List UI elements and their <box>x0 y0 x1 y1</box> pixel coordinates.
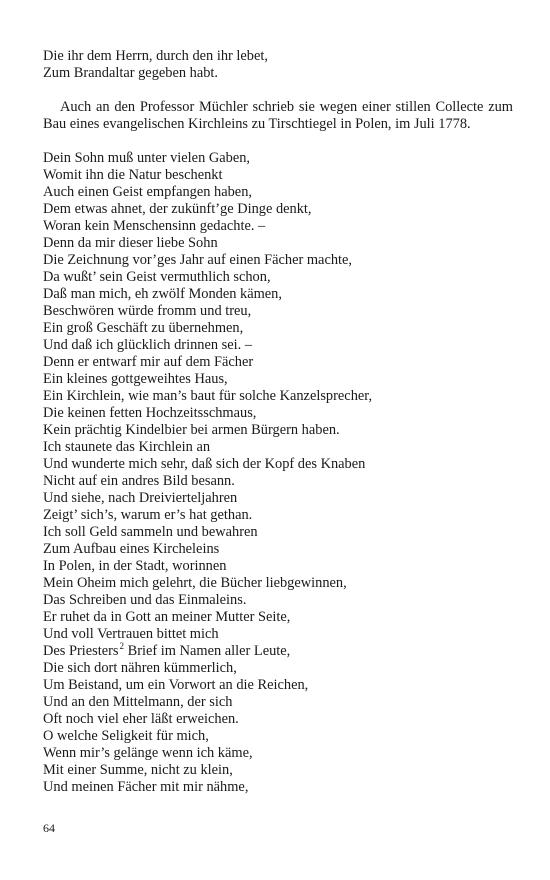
verse-text: Des Priesters <box>43 643 119 659</box>
verse-line: Nicht auf ein andres Bild besann. <box>43 473 235 489</box>
verse-line: In Polen, in der Stadt, worinnen <box>43 558 227 574</box>
verse-line: Zum Brandaltar gegeben habt. <box>43 65 219 81</box>
verse-line: Kein prächtig Kindelbier bei armen Bürgern haben. <box>43 422 340 438</box>
verse-line: Die ihr dem Herrn, durch den ihr lebet, <box>43 48 268 64</box>
verse-line: Und voll Vertrauen bittet mich <box>43 626 219 642</box>
verse-line: Daß man mich, eh zwölf Monden kämen, <box>43 286 282 302</box>
verse-line: Da wußt’ sein Geist vermuthlich schon, <box>43 269 271 285</box>
stanza-top <box>43 48 513 82</box>
verse-text: Brief im Namen aller Leute, <box>124 643 291 659</box>
verse-line: Die keinen fetten Hochzeitsschmaus, <box>43 405 257 421</box>
verse-line: Um Beistand, um ein Vorwort an die Reichen, <box>43 677 309 693</box>
verse-line: Woran kein Menschensinn gedachte. – <box>43 218 266 234</box>
verse-line: Er ruhet da in Gott an meiner Mutter Seite, <box>43 609 291 625</box>
verse-line: O welche Seligkeit für mich, <box>43 728 209 744</box>
page-number: 64 <box>43 821 55 835</box>
book-page <box>43 48 513 796</box>
verse-line: Ein Kirchlein, wie man’s baut für solche Kanzelsprecher, <box>43 388 373 404</box>
verse-line: Die sich dort nähren kümmerlich, <box>43 660 237 676</box>
verse-line: Wenn mir’s gelänge wenn ich käme, <box>43 745 253 761</box>
verse-line: Und daß ich glücklich drinnen sei. – <box>43 337 253 353</box>
poem <box>43 150 513 796</box>
footnote-marker[interactable]: 2 <box>119 641 125 652</box>
verse-line: Dein Sohn muß unter vielen Gaben, <box>43 150 251 166</box>
verse-line: Oft noch viel eher läßt erweichen. <box>43 711 239 727</box>
prose-paragraph: Auch an den Professor Müchler schrieb sie wegen einer stillen Collecte zum Bau eines evangelischen Kirchleins zu Tirschtiegel in Polen, im Juli 1778. <box>43 99 513 132</box>
verse-line: Ein kleines gottgeweihtes Haus, <box>43 371 228 387</box>
verse-line: Denn da mir dieser liebe Sohn <box>43 235 218 251</box>
verse-line: Ich staunete das Kirchlein an <box>43 439 211 455</box>
verse-line: Mit einer Summe, nicht zu klein, <box>43 762 233 778</box>
verse-line: Die Zeichnung vor’ges Jahr auf einen Fächer machte, <box>43 252 353 268</box>
verse-line: Denn er entwarf mir auf dem Fächer <box>43 354 254 370</box>
verse-line: Mein Oheim mich gelehrt, die Bücher liebgewinnen, <box>43 575 347 591</box>
verse-line: Womit ihn die Natur beschenkt <box>43 167 223 183</box>
verse-line: Und an den Mittelmann, der sich <box>43 694 233 710</box>
verse-line: Und siehe, nach Dreivierteljahren <box>43 490 238 506</box>
verse-line: Das Schreiben und das Einmaleins. <box>43 592 247 608</box>
verse-line: Auch einen Geist empfangen haben, <box>43 184 252 200</box>
verse-line: Ich soll Geld sammeln und bewahren <box>43 524 258 540</box>
verse-line: Und wunderte mich sehr, daß sich der Kopf des Knaben <box>43 456 366 472</box>
verse-line: Dem etwas ahnet, der zukünft’ge Dinge denkt, <box>43 201 312 217</box>
verse-line: Zum Aufbau eines Kircheleins <box>43 541 220 557</box>
verse-line: Zeigt’ sich’s, warum er’s hat gethan. <box>43 507 253 523</box>
verse-line: Beschwören würde fromm und treu, <box>43 303 252 319</box>
verse-line-with-footnote <box>43 643 513 660</box>
verse-line: Ein groß Geschäft zu übernehmen, <box>43 320 244 336</box>
verse-line: Und meinen Fächer mit mir nähme, <box>43 779 249 795</box>
